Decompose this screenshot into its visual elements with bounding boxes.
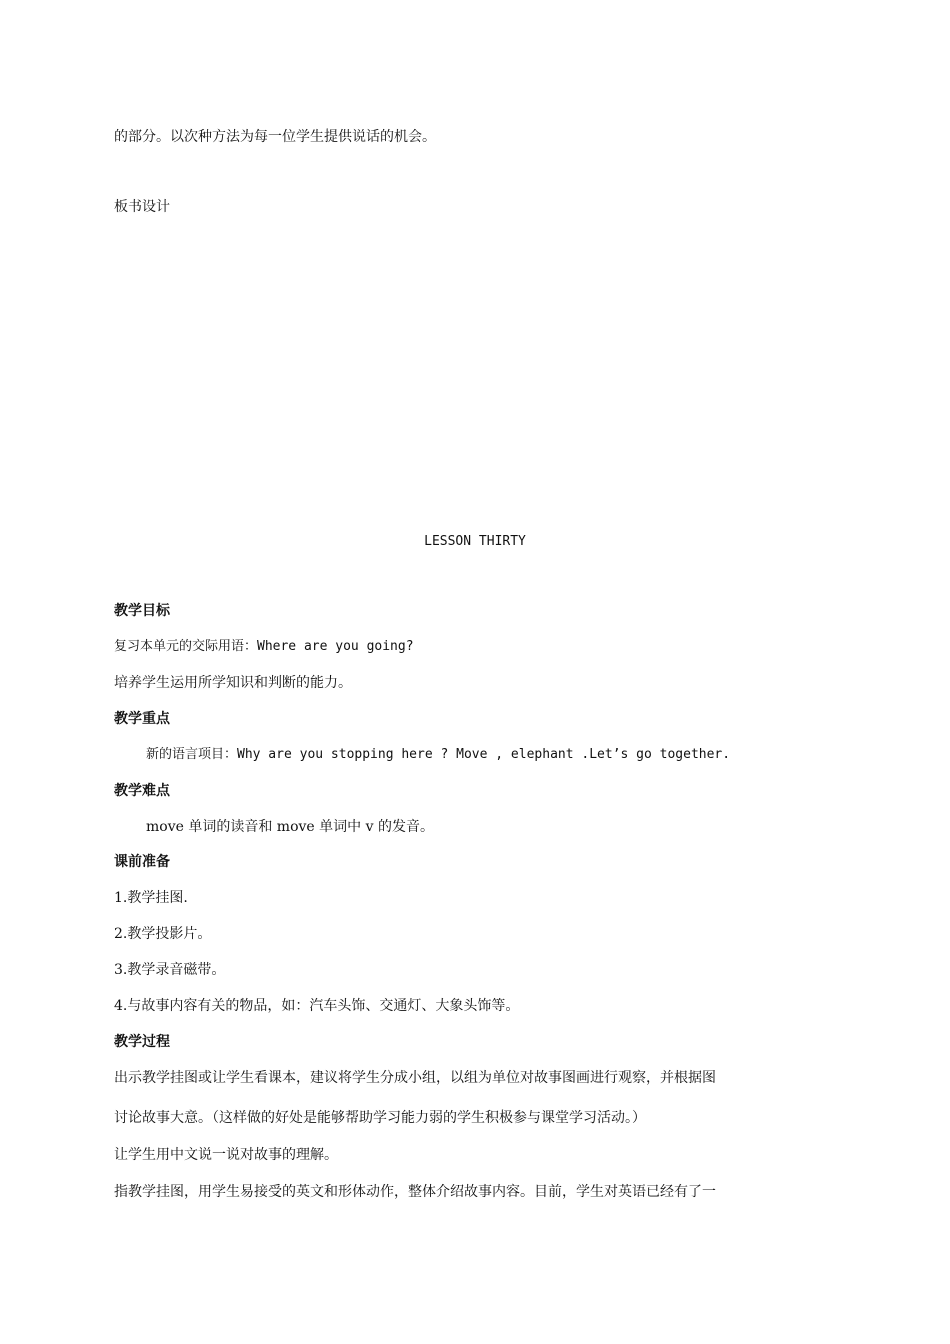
process-line: 讨论故事大意。（这样做的好处是能够帮助学习能力弱的学生积极参与课堂学习活动。） [114, 1110, 646, 1126]
preparation-item: 2.教学投影片。 [114, 926, 212, 942]
preparation-heading: 课前准备 [114, 854, 170, 870]
objective-item: 培养学生运用所学知识和判断的能力。 [114, 675, 352, 691]
key-points-text: 新的语言项目：Why are you stopping here ? Move , elephant .Let’s go together. [146, 747, 731, 762]
preparation-item: 1.教学挂图. [114, 890, 188, 906]
objectives-heading: 教学目标 [114, 603, 170, 619]
preparation-item: 3.教学录音磁带。 [114, 962, 226, 978]
difficulties-text: move 单词的读音和 move 单词中 v 的发音。 [146, 819, 434, 835]
process-line: 出示教学挂图或让学生看课本，建议将学生分成小组，以组为单位对故事图画进行观察，并根据图 [114, 1070, 716, 1086]
prev-section-closing-line: 的部分。以次种方法为每一位学生提供说话的机会。 [114, 129, 436, 145]
board-design-heading: 板书设计 [114, 199, 170, 215]
difficulties-heading: 教学难点 [114, 783, 170, 799]
process-line: 让学生用中文说一说对故事的理解。 [114, 1147, 338, 1163]
process-line: 指教学挂图，用学生易接受的英文和形体动作，整体介绍故事内容。目前，学生对英语已经有了一 [114, 1184, 716, 1200]
lesson-title: LESSON THIRTY [424, 534, 526, 549]
preparation-item: 4.与故事内容有关的物品，如：汽车头饰、交通灯、大象头饰等。 [114, 998, 520, 1014]
objective-item: 复习本单元的交际用语：Where are you going? [114, 639, 414, 654]
key-points-heading: 教学重点 [114, 711, 170, 727]
process-heading: 教学过程 [114, 1034, 170, 1050]
